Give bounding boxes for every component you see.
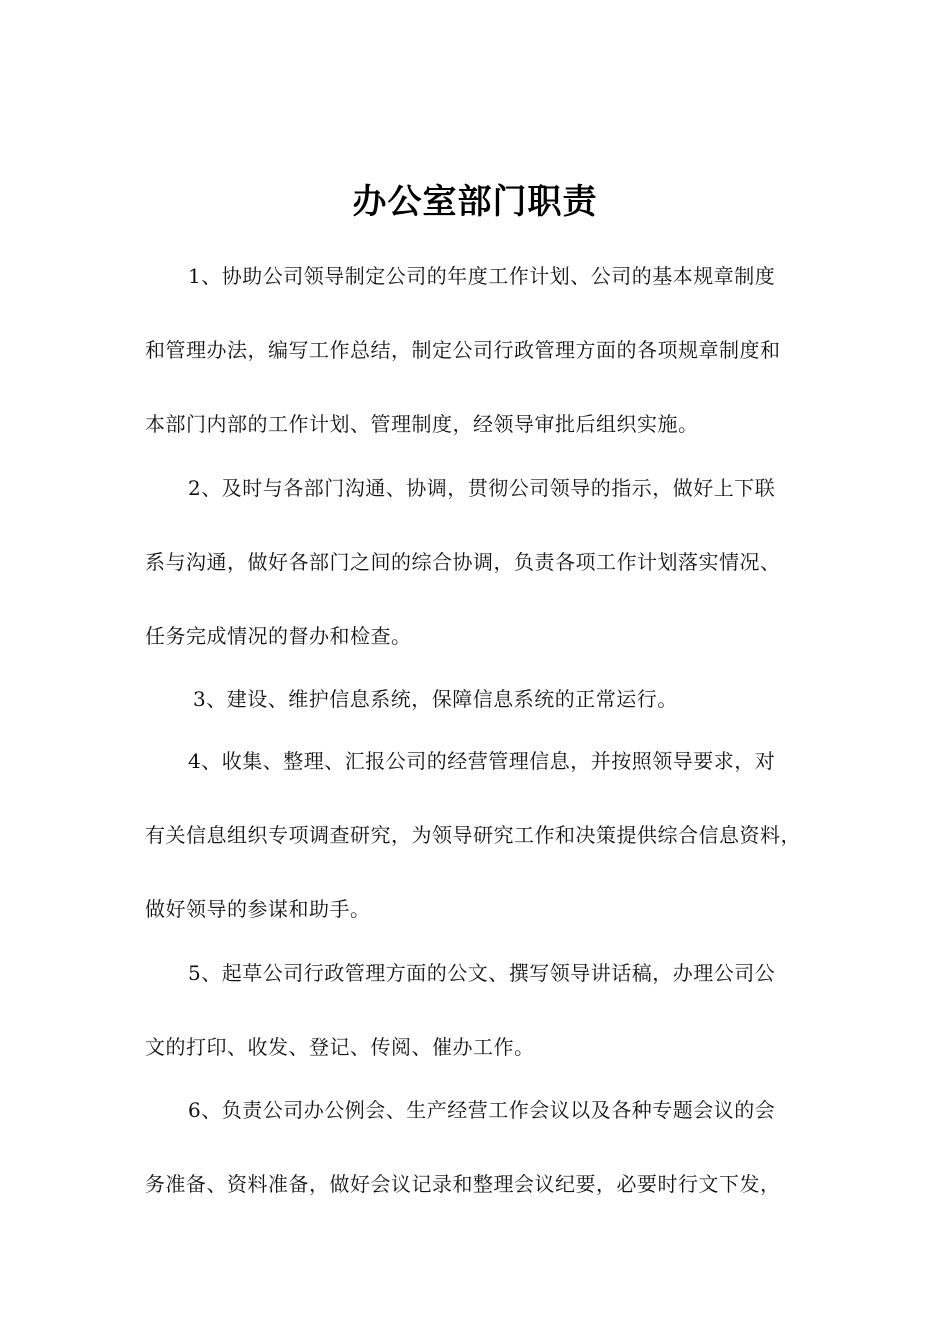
- paragraph-6-line-2: 务准备、资料准备，做好会议记录和整理会议纪要，必要时行文下发，: [145, 1172, 781, 1196]
- paragraph-5-line-2: 文的打印、收发、登记、传阅、催办工作。: [145, 1035, 535, 1059]
- paragraph-3-line-1: 3、建设、维护信息系统，保障信息系统的正常运行。: [193, 687, 678, 711]
- page-title: 办公室部门职责: [352, 182, 598, 222]
- paragraph-4-line-3: 做好领导的参谋和助手。: [145, 897, 371, 921]
- paragraph-2-line-3: 任务完成情况的督办和检查。: [145, 624, 412, 648]
- paragraph-4-line-2: 有关信息组织专项调查研究，为领导研究工作和决策提供综合信息资料，: [145, 823, 801, 847]
- paragraph-1-line-2: 和管理办法，编写工作总结，制定公司行政管理方面的各项规章制度和: [145, 338, 781, 362]
- paragraph-1-line-1: 1、协助公司领导制定公司的年度工作计划、公司的基本规章制度: [188, 264, 776, 288]
- paragraph-2-line-1: 2、及时与各部门沟通、协调，贯彻公司领导的指示，做好上下联: [188, 476, 776, 500]
- paragraph-1-line-3: 本部门内部的工作计划、管理制度，经领导审批后组织实施。: [145, 412, 699, 436]
- paragraph-2-line-2: 系与沟通，做好各部门之间的综合协调，负责各项工作计划落实情况、: [145, 550, 781, 574]
- paragraph-6-line-1: 6、负责公司办公例会、生产经营工作会议以及各种专题会议的会: [188, 1098, 776, 1122]
- paragraph-5-line-1: 5、起草公司行政管理方面的公文、撰写领导讲话稿，办理公司公: [188, 961, 776, 985]
- paragraph-4-line-1: 4、收集、整理、汇报公司的经营管理信息，并按照领导要求，对: [188, 749, 776, 773]
